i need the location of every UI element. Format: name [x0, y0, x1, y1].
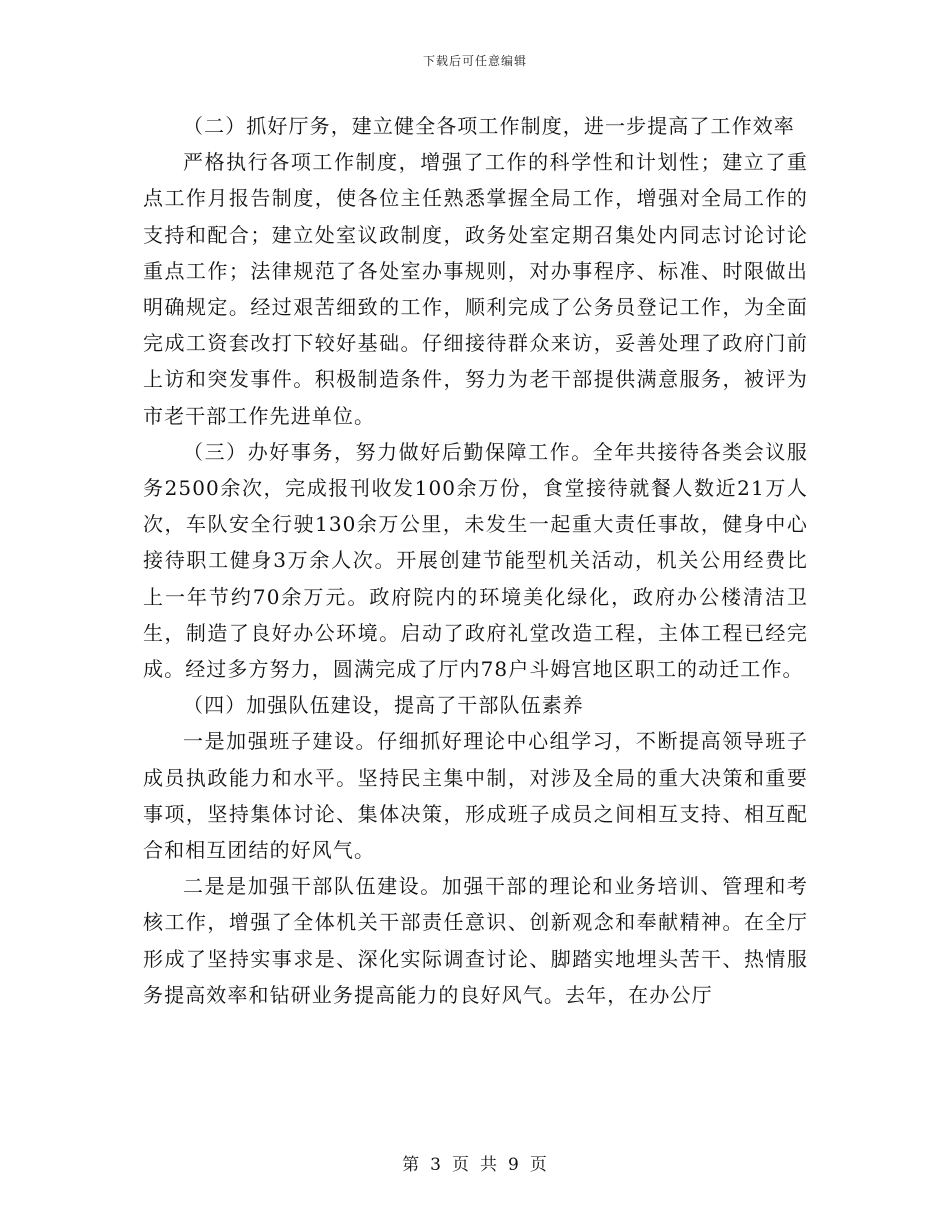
section-heading-2: （二）抓好厅务，建立健全各项工作制度，进一步提高了工作效率 — [183, 114, 795, 138]
footer-label-gong: 共 — [480, 1155, 498, 1175]
page-header: 下载后可任意编辑 — [422, 54, 527, 68]
page-number-total: 9 — [508, 1155, 520, 1175]
document-body — [143, 108, 808, 1013]
page-number-current: 3 — [430, 1155, 442, 1175]
body-paragraph: 严格执行各项工作制度，增强了工作的科学性和计划性；建立了重点工作月报告制度，使各位主任熟悉掌握全局工作，增强对全局工作的支持和配合；建立处室议政制度，政务处室定期召集处内同志讨论讨论重点工作；法律规范了各处室办事规则，对办事程序、标准、时限做出明确规定。经过艰苦细致的工作，顺利完成了公务员登记工作，为全面完成工资套改打下较好基础。仔细接待群众来访，妥善处理了政府门前上访和突发事件。积极制造条件，努力为老干部提供满意服务，被评为市老干部工作先进单位。 — [143, 150, 808, 428]
section-paragraph-3: （三）办好事务，努力做好后勤保障工作。全年共接待各类会议服务2500余次，完成报刊收发100余万份，食堂接待就餐人数近21万人次，车队安全行驶130余万公里，未发生一起重大责任事故，健身中心接待职工健身3万余人次。开展创建节能型机关活动，机关公用经费比上一年节约70余万元。政府院内的环境美化绿化，政府办公楼清洁卫生，制造了良好办公环境。启动了政府礼堂改造工程，主体工程已经完成。经过多方努力，圆满完成了厅内78户斗姆宫地区职工的动迁工作。 — [143, 439, 808, 682]
footer-label-ye2: 页 — [529, 1155, 548, 1175]
footer-label-di: 第 — [402, 1155, 421, 1175]
page-footer — [0, 1150, 950, 1175]
section-heading-4: （四）加强队伍建设，提高了干部队伍素养 — [183, 693, 584, 718]
body-paragraph: 一是加强班子建设。仔细抓好理论中心组学习，不断提高领导班子成员执政能力和水平。坚持民主集中制，对涉及全局的重大决策和重要事项，坚持集体讨论、集体决策，形成班子成员之间相互支持、相互配合和相互团结的好风气。 — [143, 729, 808, 863]
body-paragraph: 二是是加强干部队伍建设。加强干部的理论和业务培训、管理和考核工作，增强了全体机关干部责任意识、创新观念和奉献精神。在全厅形成了坚持实事求是、深化实际调查讨论、脚踏实地埋头苦干、热情服务提高效率和钻研业务提高能力的良好风气。去年，在办公厅 — [143, 874, 808, 1007]
footer-label-ye: 页 — [452, 1155, 470, 1175]
